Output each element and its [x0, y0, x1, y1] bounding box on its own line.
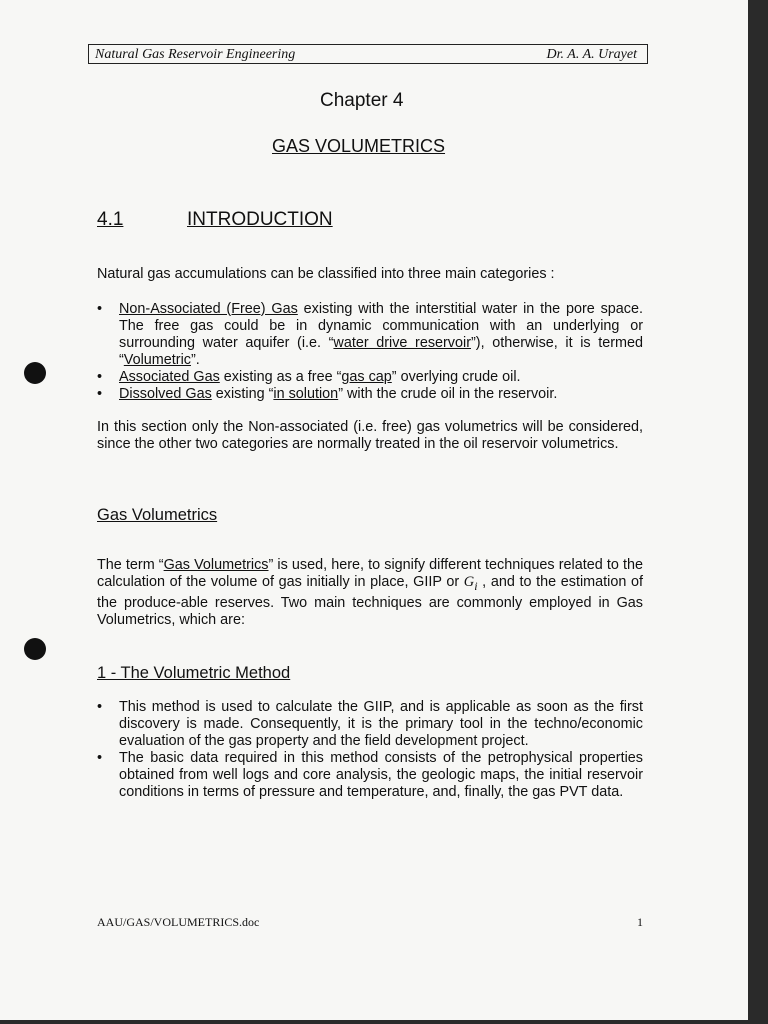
- list-item-text: existing as a free “: [219, 369, 342, 385]
- subheading-gas-volumetrics: Gas Volumetrics: [97, 506, 218, 524]
- list-item: [97, 750, 643, 801]
- footer-filename: AAU/GAS/VOLUMETRICS.doc: [97, 915, 260, 929]
- punch-hole-icon: [24, 638, 46, 660]
- paragraph-text: ” is used, here, to signify different techniques related to the calculation of the volume of gas initially in place, GIIP or: [97, 557, 643, 590]
- definition-paragraph: [97, 557, 643, 629]
- list-item-text: The basic data required in this method consists of the petrophysical properties obtained from well logs and core analysis, the geologic maps, the initial reservoir conditions in terms of pressure and temperature, and, finally, the gas PVT data.: [119, 750, 643, 800]
- term-volumetric: Volumetric: [123, 352, 191, 368]
- list-item: [97, 369, 643, 386]
- term-gas-cap: gas cap: [341, 369, 392, 385]
- symbol-g: G: [463, 574, 475, 590]
- symbol-subscript-i: i: [474, 578, 478, 593]
- bullet-icon: •: [97, 699, 103, 715]
- bullet-icon: •: [97, 369, 103, 385]
- header-author: Dr. A. A. Urayet: [546, 47, 637, 62]
- list-item-text: ” with the crude oil in the reservoir.: [338, 386, 558, 402]
- chapter-heading: Chapter 4: [320, 90, 404, 111]
- bullet-icon: •: [97, 750, 103, 766]
- term-non-associated: Non-Associated (Free) Gas: [119, 301, 298, 317]
- list-item-text: ”), otherwise, it is termed “: [119, 335, 643, 368]
- list-item-text: existing “: [211, 386, 274, 402]
- paragraph-text: , and to the estimation of the produce-able reserves. Two main techniques are commonly employed in Gas Volumetrics, which are:: [97, 574, 643, 628]
- list-item: [97, 386, 643, 403]
- list-item: [97, 301, 643, 369]
- scan-border-bottom: [0, 1020, 768, 1024]
- header-course-title: Natural Gas Reservoir Engineering: [95, 47, 296, 62]
- gi-symbol: [463, 574, 478, 593]
- term-water-drive: water drive reservoir: [333, 335, 471, 351]
- section-number: 4.1: [97, 209, 124, 230]
- term-in-solution: in solution: [273, 386, 339, 402]
- list-item-text: This method is used to calculate the GIIP, and is applicable as soon as the first discovery is made. Consequently, it is the primary tool in the techno/economic evaluation of the gas property and the field development project.: [119, 699, 643, 749]
- punch-hole-icon: [24, 362, 46, 384]
- paragraph-text: The term “: [97, 557, 164, 573]
- page-number: 1: [637, 915, 643, 929]
- page-header: [88, 44, 648, 64]
- list-item-text: ”.: [190, 352, 200, 368]
- bullet-icon: •: [97, 301, 103, 317]
- term-associated-gas: Associated Gas: [119, 369, 220, 385]
- term-gas-volumetrics: Gas Volumetrics: [163, 557, 269, 573]
- bullet-icon: •: [97, 386, 103, 402]
- chapter-title: GAS VOLUMETRICS: [272, 136, 446, 156]
- term-dissolved-gas: Dissolved Gas: [119, 386, 212, 402]
- method-list: [97, 699, 643, 801]
- list-item-text: ” overlying crude oil.: [391, 369, 521, 385]
- list-item: [97, 699, 643, 750]
- scope-paragraph: In this section only the Non-associated (i.e. free) gas volumetrics will be considered, since the other two categories are normally treated in the oil reservoir volumetrics.: [97, 419, 643, 452]
- intro-paragraph: Natural gas accumulations can be classified into three main categories :: [97, 266, 555, 282]
- list-item-text: existing with the interstitial water in the pore space. The free gas could be in dynamic communication with an underlying or surrounding water aquifer (i.e. “: [119, 301, 643, 351]
- scan-border-right: [748, 0, 768, 1024]
- subheading-volumetric-method: 1 - The Volumetric Method: [97, 664, 291, 682]
- gas-category-list: [97, 301, 643, 403]
- section-title: INTRODUCTION: [187, 209, 333, 230]
